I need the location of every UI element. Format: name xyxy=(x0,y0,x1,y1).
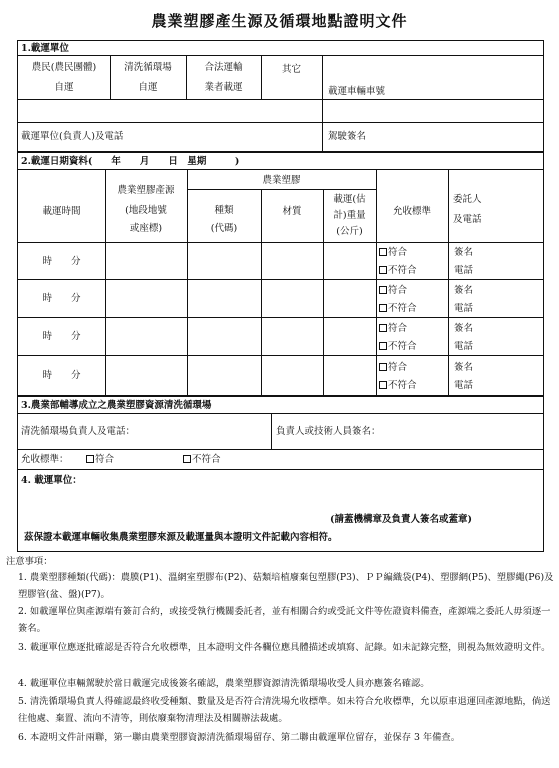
plastic-header: 農業塑膠 xyxy=(262,175,301,186)
checkbox-icon[interactable] xyxy=(86,455,94,463)
standard-ng-option[interactable]: 不符合 xyxy=(183,453,221,466)
note-item: 5. 清洗循環場負責人得確認最終收受種類、數量及是否符合清洗場允收標準。如未符合允收標準，允以原車退運回產源地點，倘送往他處、棄置、流向不清等，則依廢棄物清理法及相關辦法裁處。 xyxy=(18,696,551,724)
note-item: 3. 載運單位應逐批確認是否符合允收標準，且本證明文件各欄位應具體描述或填寫、記錄。如未記錄完整，則視為無效證明文件。 xyxy=(18,642,551,653)
type-header-line2: (代碼) xyxy=(210,223,238,234)
col-farmer-line2: 自運 xyxy=(54,82,74,93)
row-phone-label: 電話 xyxy=(454,265,474,276)
checkbox-icon[interactable] xyxy=(379,248,387,256)
row-phone-label: 電話 xyxy=(454,303,474,314)
consign-header-line1: 委託人 xyxy=(453,194,482,205)
source-header-line3: 或座標) xyxy=(129,223,163,234)
note-item: 4. 載運單位車輛駕駛於當日載運完成後簽名確認，農業塑膠資源清洗循環場收受人員亦應簽名確認。 xyxy=(18,678,430,689)
notes-heading: 注意事項： xyxy=(6,556,53,567)
time-header: 載運時間 xyxy=(42,206,81,217)
row-ok-option[interactable]: 符合 xyxy=(379,361,407,374)
col-farmer-line1: 農民(農民團體) xyxy=(31,62,97,73)
weight-header-line3: (公斤) xyxy=(336,226,363,237)
section4-heading: 4. 載運單位： xyxy=(21,475,82,486)
checkbox-icon[interactable] xyxy=(379,363,387,371)
row-sign-label: 簽名 xyxy=(454,323,474,334)
certificate-form xyxy=(17,40,544,552)
standard-header: 允收標準 xyxy=(392,206,431,217)
checkbox-icon[interactable] xyxy=(379,304,387,312)
checkbox-icon[interactable] xyxy=(379,286,387,294)
type-header-line1: 種類 xyxy=(214,205,234,216)
row-ng-option[interactable]: 不符合 xyxy=(379,340,417,353)
row-time: 時 分 xyxy=(42,331,81,342)
driver-sign-label: 駕駛簽名 xyxy=(328,131,367,142)
source-header-line2: (地段地號 xyxy=(125,205,167,216)
document-title: 農業塑膠產生源及循環地點證明文件 xyxy=(151,12,408,30)
manager-contact-label: 清洗循環場負責人及電話： xyxy=(21,426,136,437)
vehicle-number-label: 載運車輛車號 xyxy=(328,86,386,97)
note-item: 6. 本證明文件計兩聯，第一聯由農業塑膠資源清洗循環場留存、第二聯由載運單位留存，並保存 3 年備查。 xyxy=(18,732,461,743)
consign-header-line2: 及電話 xyxy=(453,214,482,225)
checkbox-icon[interactable] xyxy=(379,381,387,389)
section3-heading: 3.農業部輔導成立之農業塑膠資源清洗循環場 xyxy=(21,400,212,411)
row-ok-option[interactable]: 符合 xyxy=(379,246,407,259)
standard-label: 允收標準： xyxy=(21,454,69,465)
tech-sign-label: 負責人或技術人員簽名： xyxy=(276,426,381,437)
checkbox-icon[interactable] xyxy=(379,324,387,332)
row-sign-label: 簽名 xyxy=(454,247,474,258)
standard-ok-option[interactable]: 符合 xyxy=(86,453,114,466)
checkbox-icon[interactable] xyxy=(379,342,387,350)
source-header-line1: 農業塑膠產源 xyxy=(117,185,175,196)
row-ok-option[interactable]: 符合 xyxy=(379,284,407,297)
row-time: 時 分 xyxy=(42,256,81,267)
col-cleaning-line1: 清洗循環場 xyxy=(124,62,172,73)
section1-heading: 1.載運單位 xyxy=(21,43,69,54)
col-other: 其它 xyxy=(281,64,301,75)
checkbox-icon[interactable] xyxy=(379,266,387,274)
row-ok-option[interactable]: 符合 xyxy=(379,322,407,335)
row-phone-label: 電話 xyxy=(454,380,474,391)
weight-header-line1: 載運(估 xyxy=(333,194,366,205)
section2-heading: 2.載運日期資料( 年 月 日 星期 ) xyxy=(21,156,240,167)
note-item: 2. 如載運單位與產源端有簽訂合約，或接受執行機關委託者，並有相關合約或受託文件等佐證資料備查，產源端之委託人毋須逐一簽名。 xyxy=(18,606,551,634)
col-cleaning-line2: 自運 xyxy=(138,82,158,93)
material-header: 材質 xyxy=(282,206,302,217)
row-phone-label: 電話 xyxy=(454,341,474,352)
unit-contact-label: 載運單位(負責人)及電話 xyxy=(21,131,124,142)
row-ng-option[interactable]: 不符合 xyxy=(379,302,417,315)
weight-header-line2: 計)重量 xyxy=(333,210,366,221)
col-legal-line2: 業者載運 xyxy=(204,82,243,93)
row-sign-label: 簽名 xyxy=(454,362,474,373)
row-ng-option[interactable]: 不符合 xyxy=(379,264,417,277)
row-time: 時 分 xyxy=(42,370,81,381)
certify-statement: 茲保證本載運車輛收集農業塑膠來源及載運量與本證明文件記載內容相符。 xyxy=(24,532,338,543)
stamp-note: (請蓋機構章及負責人簽名或蓋章) xyxy=(330,514,472,525)
row-sign-label: 簽名 xyxy=(454,285,474,296)
checkbox-icon[interactable] xyxy=(183,455,191,463)
col-legal-line1: 合法運輸 xyxy=(204,62,243,73)
note-item: 1. 農業塑膠種類(代碼)：農膜(P1)、溫網室塑膠布(P2)、菇類培植廢棄包塑膠(P3)、ＰＰ編織袋(P4)、塑膠網(P5)、塑膠繩(P6)及塑膠管(盆、盤)(P7)。 xyxy=(18,572,554,600)
row-time: 時 分 xyxy=(42,293,81,304)
row-ng-option[interactable]: 不符合 xyxy=(379,379,417,392)
